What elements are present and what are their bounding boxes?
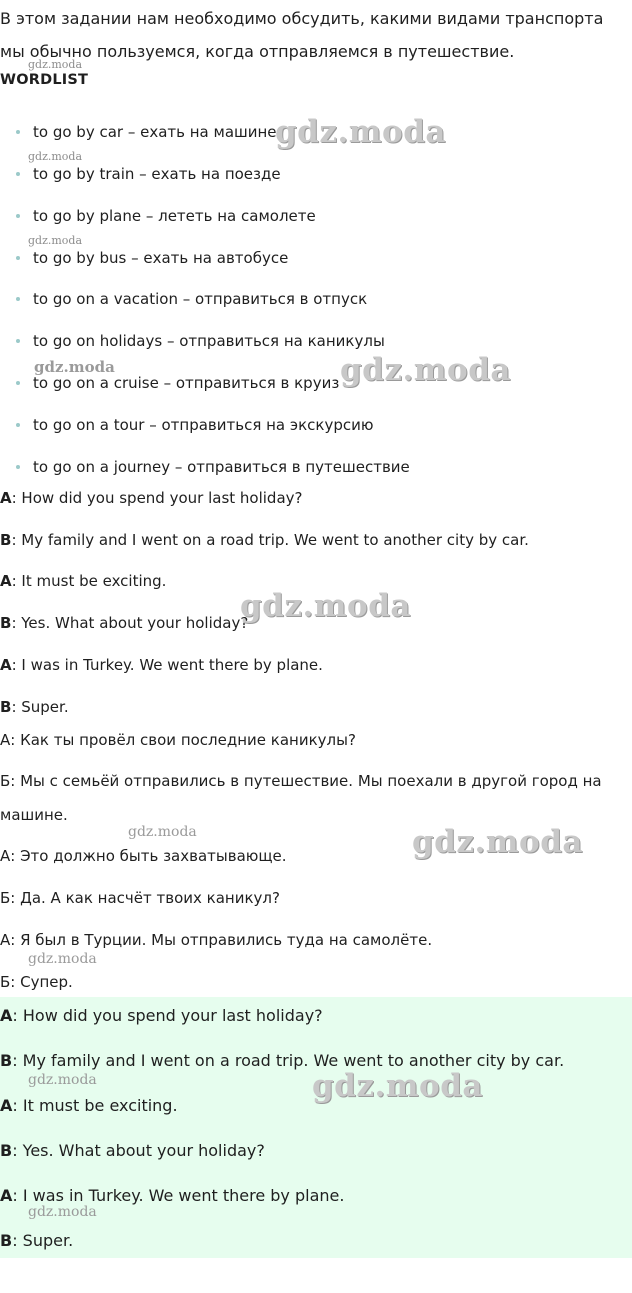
wordlist-heading: WORDLIST xyxy=(0,72,89,88)
bullet-icon xyxy=(16,172,20,176)
list-item xyxy=(0,111,632,153)
translation-line: А: Это должно быть захватывающе. xyxy=(0,847,287,865)
dialogue-line xyxy=(0,655,323,675)
list-item-text: to go by bus – ехать на автобусе xyxy=(33,248,289,267)
translation-line: Б: Супер. xyxy=(0,973,73,991)
list-item xyxy=(0,153,632,195)
bullet-icon xyxy=(16,256,20,260)
speaker-label: A xyxy=(0,1186,13,1205)
answer-text: : I was in Turkey. We went there by plane. xyxy=(12,1186,345,1205)
watermark: gdz.moda xyxy=(28,951,97,967)
speaker-label: A xyxy=(0,489,12,507)
speaker-label: B xyxy=(0,1141,13,1160)
dialogue-text: : Super. xyxy=(11,698,69,716)
translation-line: Б: Да. А как насчёт твоих каникул? xyxy=(0,889,280,907)
speaker-label: A xyxy=(0,656,12,674)
speaker-label: B xyxy=(0,1051,13,1070)
bullet-icon xyxy=(16,381,20,385)
list-item xyxy=(0,320,632,362)
translation-line: Б: Мы с семьёй отправились в путешествие. Мы поехали в другой город на машине. xyxy=(0,772,602,824)
watermark: gdz.moda xyxy=(340,352,511,388)
list-item-text: to go by train – ехать на поезде xyxy=(33,164,281,183)
dialogue-line xyxy=(0,530,529,550)
speaker-label: B xyxy=(0,531,12,549)
wordlist xyxy=(0,111,632,488)
watermark: gdz.moda xyxy=(28,150,83,163)
answer-text: : It must be exciting. xyxy=(12,1096,178,1115)
bullet-icon xyxy=(16,465,20,469)
answer-text: : Yes. What about your holiday? xyxy=(12,1141,265,1160)
intro-paragraph: В этом задании нам необходимо обсудить, какими видами транспорта мы обычно пользуемся, когда отправляемся в путешествие. xyxy=(0,9,604,61)
answer-line xyxy=(0,1006,323,1026)
answer-box xyxy=(0,997,632,1258)
dialogue-text: : It must be exciting. xyxy=(11,572,167,590)
watermark: gdz.moda xyxy=(28,1204,97,1220)
speaker-label: A xyxy=(0,1006,13,1025)
speaker-label: A xyxy=(0,572,12,590)
watermark: gdz.moda xyxy=(312,1068,483,1104)
speaker-label: A xyxy=(0,1096,13,1115)
list-item-text: to go on a journey – отправиться в путешествие xyxy=(33,457,410,476)
bullet-icon xyxy=(16,423,20,427)
list-item-text: to go by car – ехать на машине xyxy=(33,123,277,141)
answer-line xyxy=(0,1096,178,1116)
watermark: gdz.moda xyxy=(128,824,197,840)
dialogue-line xyxy=(0,697,69,717)
watermark: gdz.moda xyxy=(28,234,83,247)
answer-line xyxy=(0,1186,344,1206)
answer-line xyxy=(0,1051,564,1071)
speaker-label: B xyxy=(0,614,12,632)
dialogue-text: : I was in Turkey. We went there by plane. xyxy=(11,656,323,674)
list-item-text: to go on a cruise – отправиться в круиз xyxy=(33,374,340,393)
answer-line xyxy=(0,1231,73,1251)
dialogue-line xyxy=(0,613,248,633)
list-item xyxy=(0,195,632,237)
speaker-label: B xyxy=(0,1231,13,1250)
answer-text: : Super. xyxy=(12,1231,74,1250)
watermark: gdz.moda xyxy=(28,58,83,71)
list-item xyxy=(0,446,632,488)
bullet-icon xyxy=(16,339,20,343)
list-item-text: to go on holidays – отправиться на каникулы xyxy=(33,332,385,351)
speaker-label: B xyxy=(0,698,12,716)
watermark: gdz.moda xyxy=(412,824,583,860)
bullet-icon xyxy=(16,130,20,134)
watermark: gdz.moda xyxy=(240,588,411,624)
translation-line: А: Я был в Турции. Мы отправились туда на самолёте. xyxy=(0,931,433,949)
answer-text: : My family and I went on a road trip. We went to another city by car. xyxy=(12,1051,565,1070)
list-item-text: to go by plane – лететь на самолете xyxy=(33,206,316,225)
bullet-icon xyxy=(16,297,20,301)
list-item-text: to go on a vacation – отправиться в отпуск xyxy=(33,290,368,309)
answer-text: : How did you spend your last holiday? xyxy=(12,1006,323,1025)
dialogue-text: : Yes. What about your holiday? xyxy=(11,614,249,632)
watermark: gdz.moda xyxy=(28,1072,97,1088)
dialogue-text: : How did you spend your last holiday? xyxy=(11,489,303,507)
translation-line: А: Как ты провёл свои последние каникулы? xyxy=(0,731,356,749)
answer-line xyxy=(0,1141,265,1161)
bullet-icon xyxy=(16,214,20,218)
list-item xyxy=(0,278,632,320)
dialogue-line xyxy=(0,488,302,508)
list-item xyxy=(0,237,632,279)
watermark: gdz.moda xyxy=(275,114,446,150)
list-item xyxy=(0,362,632,404)
dialogue-line xyxy=(0,571,166,591)
dialogue-text: : My family and I went on a road trip. We went to another city by car. xyxy=(11,531,529,549)
list-item xyxy=(0,404,632,446)
list-item-text: to go on a tour – отправиться на экскурсию xyxy=(33,415,374,434)
watermark: gdz.moda xyxy=(34,358,115,376)
